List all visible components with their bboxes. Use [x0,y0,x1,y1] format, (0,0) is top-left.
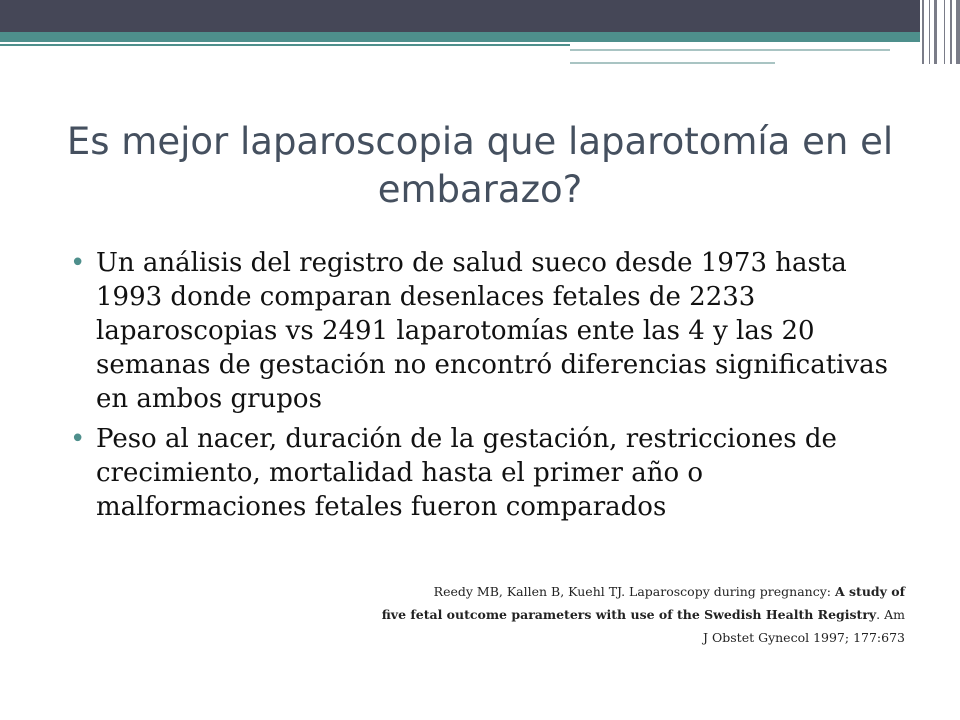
accent-line-left [0,44,570,46]
citation-title-a: A study of [834,584,905,599]
bullet-text: Peso al nacer, duración de la gestación, restricciones de crecimiento, mortalidad hasta el primer año o malformaciones fetales fueron comparados [96,424,837,522]
bullet-text: Un análisis del registro de salud sueco desde 1973 hasta 1993 donde comparan desenlaces fetales de 2233 laparoscopias vs 2491 laparotomías ente las 4 y las 20 semanas de gestación no encontró diferencias significativas en ambos grupos [96,248,889,414]
corner-decoration [920,0,960,64]
top-header-bar [0,0,960,32]
teal-accent-band [0,32,960,42]
bullet-item [70,246,920,416]
citation-authors: Reedy MB, Kallen B, Kuehl TJ. Laparoscopy during pregnancy: [433,584,835,599]
bullet-dot-icon: • [70,424,86,454]
accent-line-right-top [570,49,890,51]
bullet-dot-icon: • [70,248,86,278]
bullet-item [70,422,920,524]
accent-line-right-bottom [570,62,775,64]
citation-title-b: five fetal outcome parameters with use of the Swedish Health Registry [381,607,877,622]
bullet-list [70,246,920,530]
citation-journal-a: . Am [876,607,905,622]
citation-journal-b: J Obstet Gynecol 1997; 177:673 [703,630,905,645]
citation [100,580,905,649]
slide-title: Es mejor laparoscopia que laparotomía en el embarazo? [66,120,894,211]
